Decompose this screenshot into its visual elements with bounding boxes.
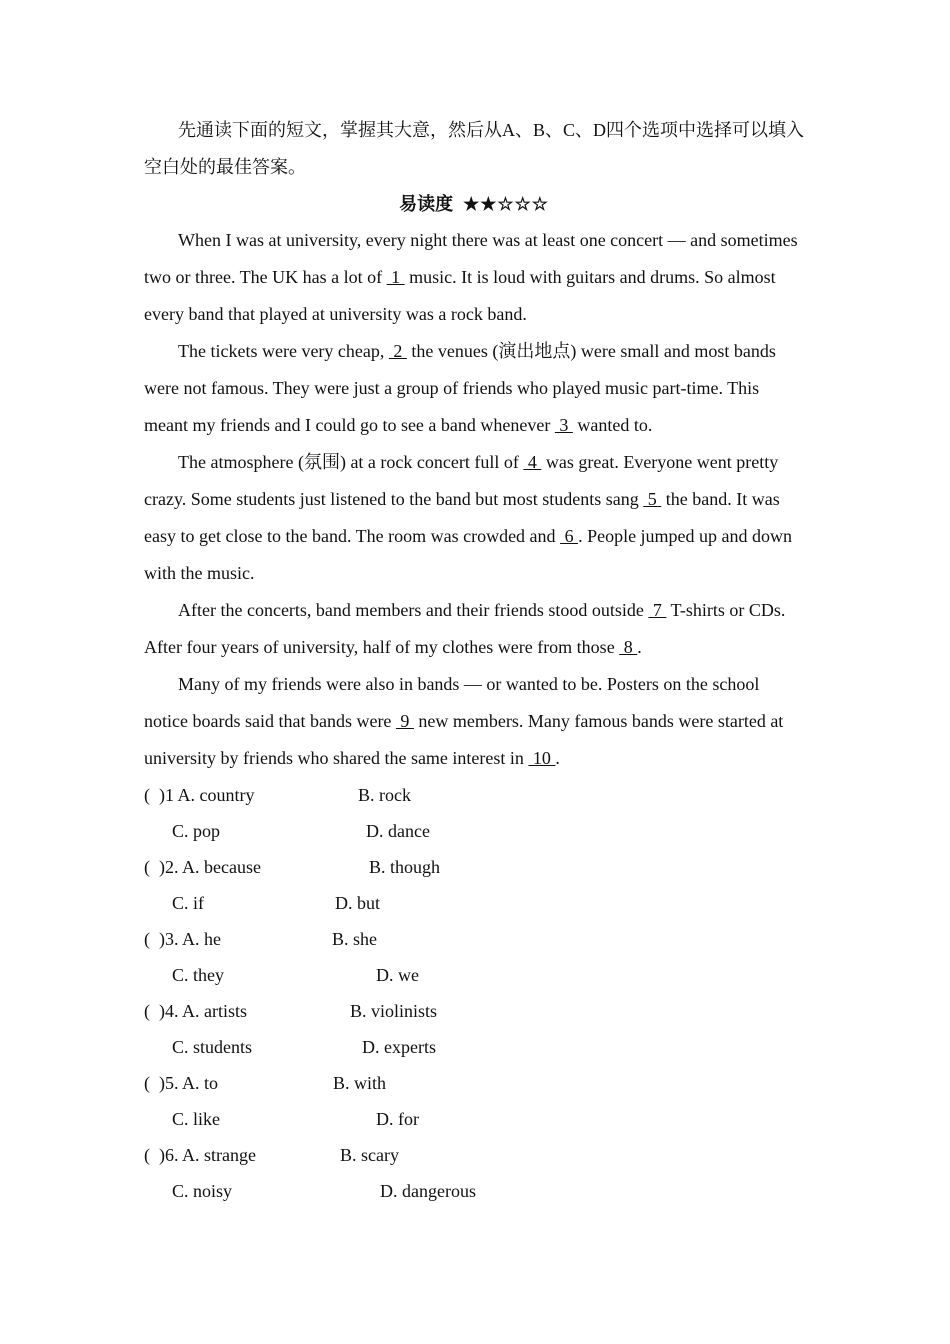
passage-text: . People jumped up and down with the music.	[144, 526, 793, 583]
blank-slot: 8	[619, 637, 638, 657]
option-c: C. noisy	[172, 1181, 233, 1201]
option-d: D. for	[376, 1109, 419, 1129]
option-b: B. with	[333, 1073, 387, 1093]
option-b: B. she	[332, 929, 377, 949]
option-b: B. violinists	[350, 1001, 438, 1021]
blank-slot: 4	[523, 452, 542, 472]
option-d: D. dangerous	[380, 1181, 476, 1201]
option-c: C. like	[172, 1109, 220, 1129]
question-item	[144, 1065, 804, 1101]
question-item	[144, 849, 804, 885]
passage-text: new members. Many famous bands were started at university by friends who shared the same interest in	[144, 711, 784, 768]
question-prefix: ( )4. A. artists	[144, 1001, 247, 1021]
question-prefix: ( )1 A. country	[144, 785, 255, 805]
passage-text: After the concerts, band members and their friends stood outside	[178, 600, 649, 620]
question-list	[144, 777, 804, 1209]
question-item	[144, 921, 804, 957]
reading-difficulty	[144, 186, 804, 222]
blank-slot: 10	[528, 748, 556, 768]
instructions: 先通读下面的短文，掌握其大意，然后从A、B、C、D四个选项中选择可以填入空白处的最佳答案。	[144, 120, 805, 177]
passage-text: .	[637, 637, 642, 657]
question-item	[144, 993, 804, 1029]
option-b: B. though	[369, 857, 441, 877]
option-c: C. they	[172, 965, 224, 985]
passage-text: the venues (演出地点) were small and most bands were not famous. They were just a group of friends who played music part-time. This meant my friends and I could go to see a band whenever	[144, 341, 776, 435]
passage-text: wanted to.	[572, 415, 653, 435]
option-c: C. students	[172, 1037, 253, 1057]
rating-label: 易读度	[399, 194, 454, 214]
question-item	[144, 777, 804, 813]
document-content	[144, 112, 804, 1209]
passage-paragraph	[144, 444, 804, 592]
blank-slot: 7	[648, 600, 667, 620]
passage	[144, 222, 804, 777]
passage-text: the band. It was easy to get close to the band. The room was crowded and	[144, 489, 780, 546]
passage-paragraph	[144, 592, 804, 666]
question-prefix: ( )6. A. strange	[144, 1145, 256, 1165]
option-b: B. scary	[340, 1145, 399, 1165]
passage-paragraph	[144, 666, 804, 777]
passage-paragraph	[144, 222, 804, 333]
blank-slot: 3	[554, 415, 573, 435]
blank-slot: 1	[386, 267, 405, 287]
option-d: D. we	[376, 965, 419, 985]
passage-text: T-shirts or CDs. After four years of university, half of my clothes were from those	[144, 600, 786, 657]
question-options-row	[144, 1101, 804, 1137]
passage-text: The tickets were very cheap,	[178, 341, 389, 361]
question-prefix: ( )2. A. because	[144, 857, 261, 877]
blank-slot: 6	[560, 526, 579, 546]
blank-slot: 2	[388, 341, 407, 361]
option-c: C. if	[172, 893, 205, 913]
question-options-row	[144, 957, 804, 993]
question-options-row	[144, 1173, 804, 1209]
passage-text: When I was at university, every night there was at least one concert — and sometimes two or three. The UK has a lot of	[144, 230, 798, 287]
option-d: D. dance	[366, 821, 430, 841]
rating-stars: ★★☆☆☆	[463, 194, 549, 214]
passage-text: Many of my friends were also in bands — or wanted to be. Posters on the school notice boards said that bands were	[144, 674, 760, 731]
question-options-row	[144, 885, 804, 921]
question-prefix: ( )5. A. to	[144, 1073, 218, 1093]
passage-text: music. It is loud with guitars and drums. So almost every band that played at university was a rock band.	[144, 267, 776, 324]
blank-slot: 5	[643, 489, 662, 509]
option-d: D. experts	[362, 1037, 436, 1057]
passage-paragraph	[144, 333, 804, 444]
question-item	[144, 1137, 804, 1173]
option-c: C. pop	[172, 821, 221, 841]
option-b: B. rock	[358, 785, 411, 805]
passage-text: was great. Everyone went pretty crazy. Some students just listened to the band but most students sang	[144, 452, 779, 509]
passage-text: .	[555, 748, 560, 768]
question-options-row	[144, 1029, 804, 1065]
passage-text: The atmosphere (氛围) at a rock concert full of	[178, 452, 524, 472]
question-options-row	[144, 813, 804, 849]
question-prefix: ( )3. A. he	[144, 929, 221, 949]
option-d: D. but	[335, 893, 380, 913]
blank-slot: 9	[395, 711, 414, 731]
